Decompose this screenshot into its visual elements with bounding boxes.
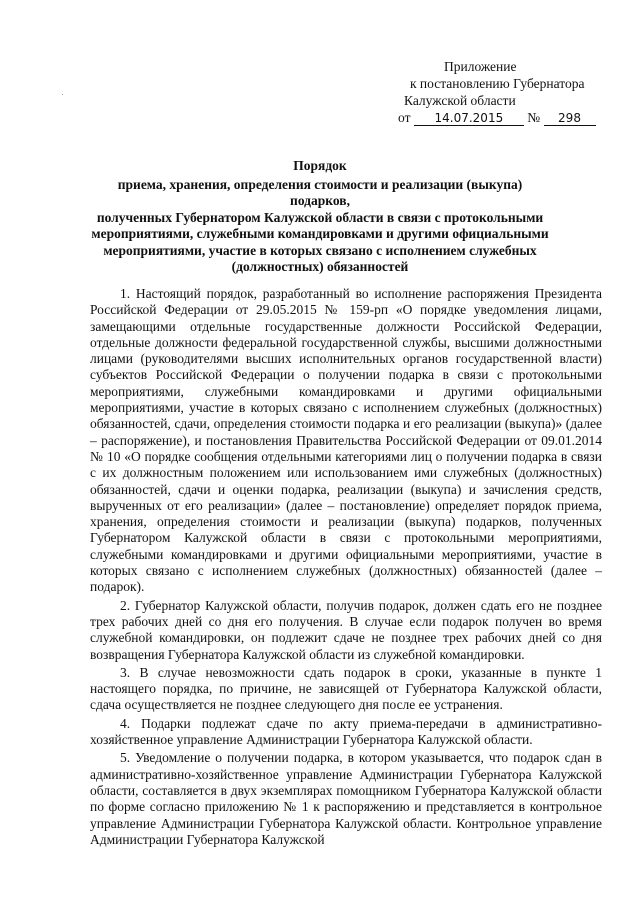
annex-date-number bbox=[398, 109, 618, 126]
paragraph-1: 1. Настоящий порядок, разработанный во исполнение распоряжения Президента Российской Федерации от 29.05.2015 № 159-рп «О порядке уведомления лицами, замещающими отдельные государственные должности Российской Федерации, отдельные должности федеральной государственной службы, высшими должностными лицами (руководителями высших исполнительных органов государственной власти) субъектов Российской Федерации о получении подарка в связи с протокольными мероприятиями, служебными командировками и другими официальными мероприятиями, участие в которых связано с исполнением служебных (должностных) обязанностей, сдачи, определения стоимости подарка и его реализации (выкупа)» (далее – распоряжение), и постановления Правительства Российской Федерации от 09.01.2014 № 10 «О порядке сообщения отдельными категориями лиц о получении подарка в связи с их должностным положением или использованием ими служебных (должностных) обязанностей, сдачи и оценки подарка, реализации (выкупа) и зачисления средств, вырученных от его реализации» (далее – постановление) определяет порядок приема, хранения, определения стоимости и реализации (выкупа) подарков, полученных Губернатором Калужской области в связи с протокольными мероприятиями, служебными командировками и другими официальными мероприятиями, участие в которых связано с исполнением служебных (должностных) обязанностей (далее – подарок). bbox=[90, 286, 602, 595]
annex-title: Приложение bbox=[444, 59, 517, 74]
title-line-5: (должностных) обязанностей bbox=[231, 259, 409, 274]
title-line-2: полученных Губернатором Калужской области в связи с протокольными bbox=[96, 209, 544, 225]
paragraph-5: 5. Уведомление о получении подарка, в котором указывается, что подарок сдан в административно-хозяйственное управление Администрации Губернатора Калужской области, составляется в двух экземплярах помощником Губернатора Калужской области по форме согласно приложению № 1 к распоряжению и представляется в контрольное управление Администрации Губернатора Калужской области. Контрольное управление Администрации Губернатора Калужской bbox=[90, 750, 602, 847]
title-line-3: мероприятиями, служебными командировками и другими официальными bbox=[91, 226, 549, 241]
paragraph-4: 4. Подарки подлежат сдаче по акту приема-передачи в административно-хозяйственное управление Администрации Губернатора Калужской области. bbox=[90, 715, 602, 748]
annex-from-label: от bbox=[398, 110, 411, 125]
annex-number-label: № bbox=[527, 110, 541, 125]
document-title bbox=[90, 158, 550, 276]
annex-region: Калужской области bbox=[404, 93, 516, 108]
document-body bbox=[90, 286, 602, 850]
paragraph-2: 2. Губернатор Калужской области, получив подарок, должен сдать его не позднее трех рабочих дней со дня его получения. В случае если подарок получен во время служебной командировки, он подлежит сдаче не позднее трех рабочих дней со дня возвращения Губернатора Калужской области из служебной командировки. bbox=[90, 597, 602, 662]
annex-number: 298 bbox=[544, 111, 596, 126]
title-heading: Порядок bbox=[293, 158, 347, 173]
annex-date: 14.07.2015 bbox=[414, 111, 524, 126]
scan-speck bbox=[62, 94, 63, 95]
title-line-4: мероприятиями, участие в которых связано с исполнением служебных bbox=[103, 242, 537, 258]
paragraph-3: 3. В случае невозможности сдать подарок в сроки, указанные в пункте 1 настоящего порядка, по причине, не зависящей от Губернатора Калужской области, сдача осуществляется не позднее следующего дня после ее устранения. bbox=[90, 664, 602, 713]
annex-block bbox=[398, 58, 618, 126]
title-line-1: приема, хранения, определения стоимости и реализации (выкупа) подарков, bbox=[117, 176, 523, 208]
annex-reference: к постановлению Губернатора bbox=[410, 76, 585, 91]
